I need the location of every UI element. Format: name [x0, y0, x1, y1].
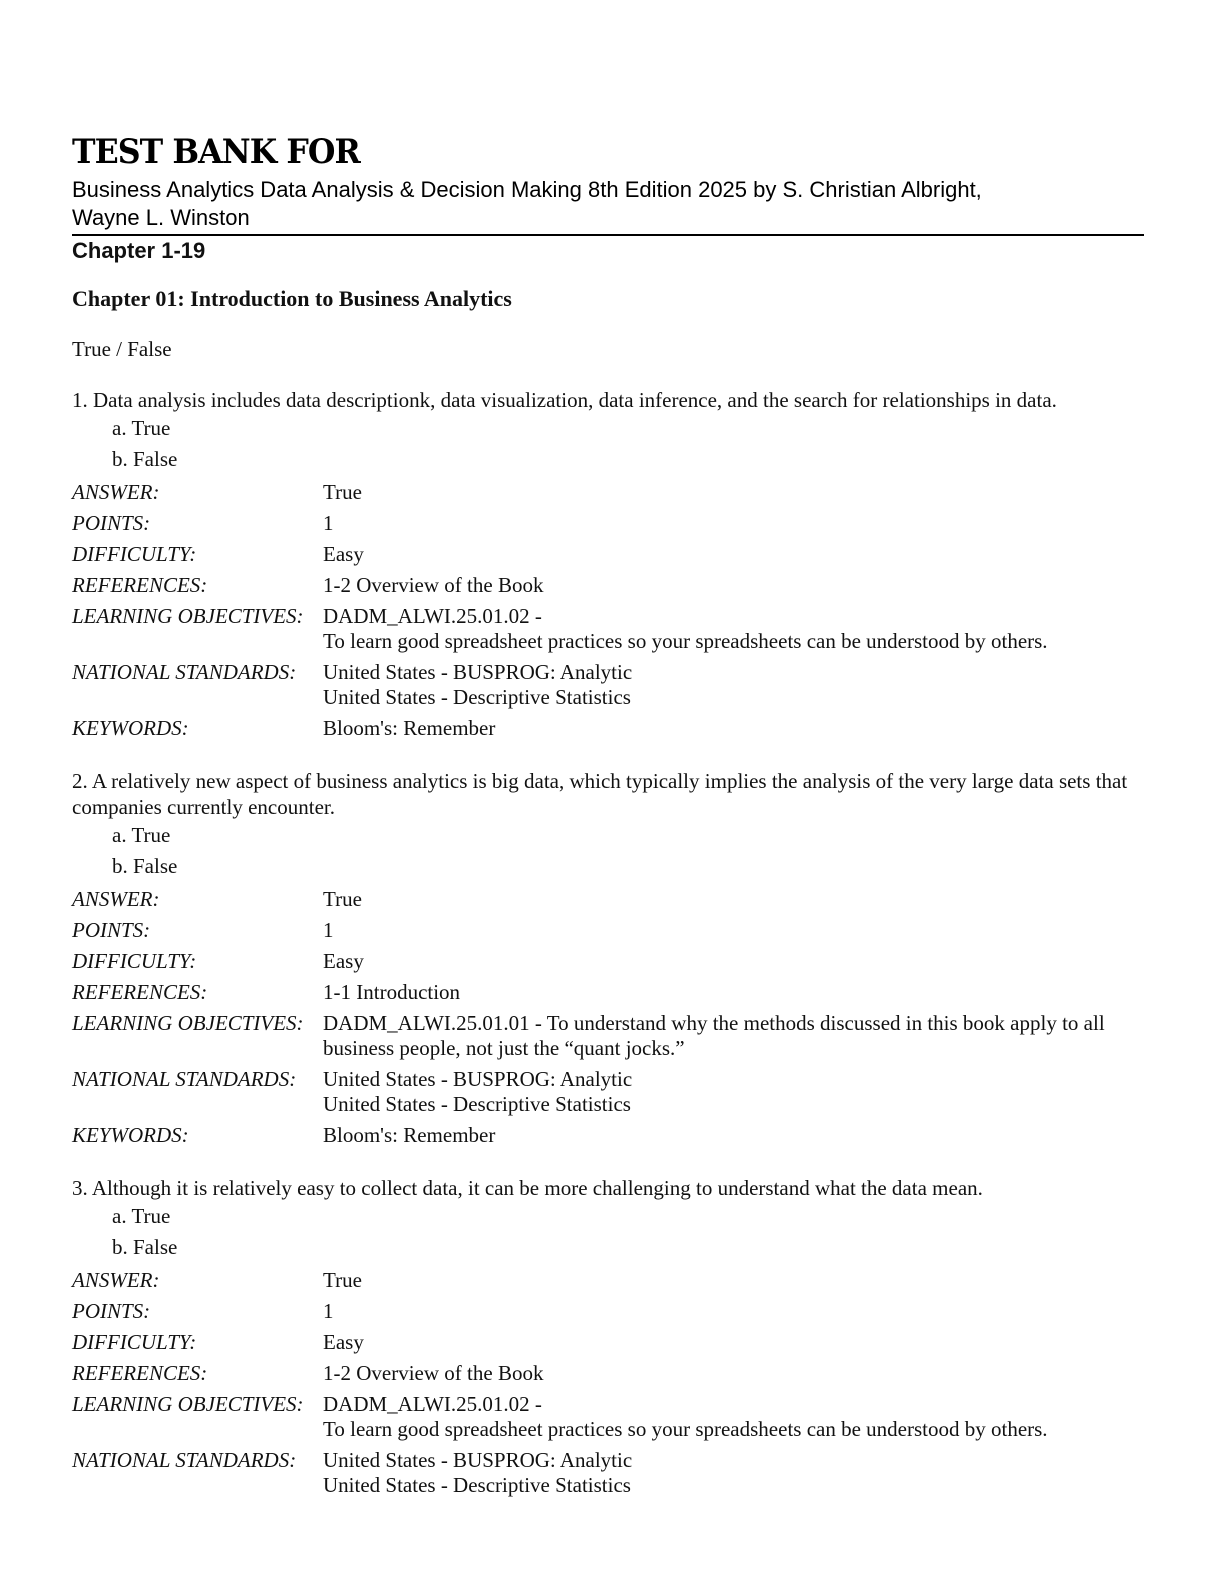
question-metadata — [72, 1265, 1144, 1501]
answer-label: ANSWER: — [72, 1268, 160, 1292]
learning-objectives-label: LEARNING OBJECTIVES: — [72, 1392, 304, 1416]
difficulty-label: DIFFICULTY: — [72, 949, 197, 973]
learning-objective-line: To learn good spreadsheet practices so your spreadsheets can be understood by others. — [323, 1417, 1048, 1441]
references-value: 1-2 Overview of the Book — [323, 1361, 544, 1385]
book-subtitle-line1: Business Analytics Data Analysis & Decision Making 8th Edition 2025 by S. Christian Albright, — [72, 177, 982, 202]
references-label: REFERENCES: — [72, 1361, 208, 1385]
learning-objectives-label: LEARNING OBJECTIVES: — [72, 604, 304, 628]
keywords-value: Bloom's: Remember — [323, 1123, 496, 1147]
national-standard-line: United States - Descriptive Statistics — [323, 1473, 631, 1497]
national-standards-value — [323, 657, 1144, 713]
book-subtitle-line2: Wayne L. Winston — [72, 205, 250, 230]
points-label: POINTS: — [72, 1299, 151, 1323]
national-standard-line: United States - Descriptive Statistics — [323, 685, 631, 709]
references-label: REFERENCES: — [72, 980, 208, 1004]
learning-objective-line: DADM_ALWI.25.01.01 - To understand why the methods discussed in this book apply to all business people, not just the “quant jocks.” — [323, 1011, 1105, 1060]
answer-value: True — [323, 480, 362, 504]
answer-label: ANSWER: — [72, 480, 160, 504]
national-standards-label: NATIONAL STANDARDS: — [72, 1067, 297, 1091]
national-standard-line: United States - BUSPROG: Analytic — [323, 660, 633, 684]
question-metadata — [72, 884, 1144, 1151]
answer-value: True — [323, 887, 362, 911]
difficulty-value: Easy — [323, 1330, 364, 1354]
national-standard-line: United States - BUSPROG: Analytic — [323, 1067, 633, 1091]
difficulty-value: Easy — [323, 542, 364, 566]
question-text: 1. Data analysis includes data descriptionk, data visualization, data inference, and the search for relationships in data. — [72, 388, 1057, 412]
learning-objectives-label: LEARNING OBJECTIVES: — [72, 1011, 304, 1035]
chapter-heading: Chapter 01: Introduction to Business Analytics — [72, 286, 512, 311]
keywords-label: KEYWORDS: — [72, 716, 189, 740]
section-type: True / False — [72, 337, 172, 361]
choice-b: b. False — [112, 447, 178, 471]
points-label: POINTS: — [72, 511, 151, 535]
difficulty-value: Easy — [323, 949, 364, 973]
chapter-range: Chapter 1-19 — [72, 238, 206, 263]
choice-b: b. False — [112, 1235, 178, 1259]
answer-label: ANSWER: — [72, 887, 160, 911]
keywords-value: Bloom's: Remember — [323, 716, 496, 740]
national-standards-label: NATIONAL STANDARDS: — [72, 1448, 297, 1472]
national-standard-line: United States - Descriptive Statistics — [323, 1092, 631, 1116]
document-page — [72, 130, 1144, 1501]
difficulty-label: DIFFICULTY: — [72, 542, 197, 566]
learning-objective-line: DADM_ALWI.25.01.02 - — [323, 604, 542, 628]
document-title: TEST BANK FOR — [72, 132, 360, 172]
references-value: 1-2 Overview of the Book — [323, 573, 544, 597]
national-standards-value — [323, 1064, 1144, 1120]
question-2 — [72, 768, 1144, 1151]
points-label: POINTS: — [72, 918, 151, 942]
question-metadata — [72, 477, 1144, 744]
learning-objectives-value — [323, 1008, 1144, 1064]
national-standards-label: NATIONAL STANDARDS: — [72, 660, 297, 684]
difficulty-label: DIFFICULTY: — [72, 1330, 197, 1354]
choice-a: a. True — [112, 823, 171, 847]
points-value: 1 — [323, 511, 334, 535]
points-value: 1 — [323, 1299, 334, 1323]
keywords-label: KEYWORDS: — [72, 1123, 189, 1147]
question-text: 2. A relatively new aspect of business analytics is big data, which typically implies the analysis of the very large data sets that companies currently encounter. — [72, 769, 1128, 819]
choice-b: b. False — [112, 854, 178, 878]
national-standard-line: United States - BUSPROG: Analytic — [323, 1448, 633, 1472]
question-3 — [72, 1175, 1144, 1501]
answer-value: True — [323, 1268, 362, 1292]
choice-a: a. True — [112, 1204, 171, 1228]
references-value: 1-1 Introduction — [323, 980, 461, 1004]
learning-objective-line: To learn good spreadsheet practices so your spreadsheets can be understood by others. — [323, 629, 1048, 653]
choice-a: a. True — [112, 416, 171, 440]
national-standards-value — [323, 1445, 1144, 1501]
references-label: REFERENCES: — [72, 573, 208, 597]
question-1 — [72, 387, 1144, 744]
points-value: 1 — [323, 918, 334, 942]
learning-objective-line: DADM_ALWI.25.01.02 - — [323, 1392, 542, 1416]
learning-objectives-value — [323, 1389, 1144, 1445]
learning-objectives-value — [323, 601, 1144, 657]
question-text: 3. Although it is relatively easy to collect data, it can be more challenging to understand what the data mean. — [72, 1176, 983, 1200]
